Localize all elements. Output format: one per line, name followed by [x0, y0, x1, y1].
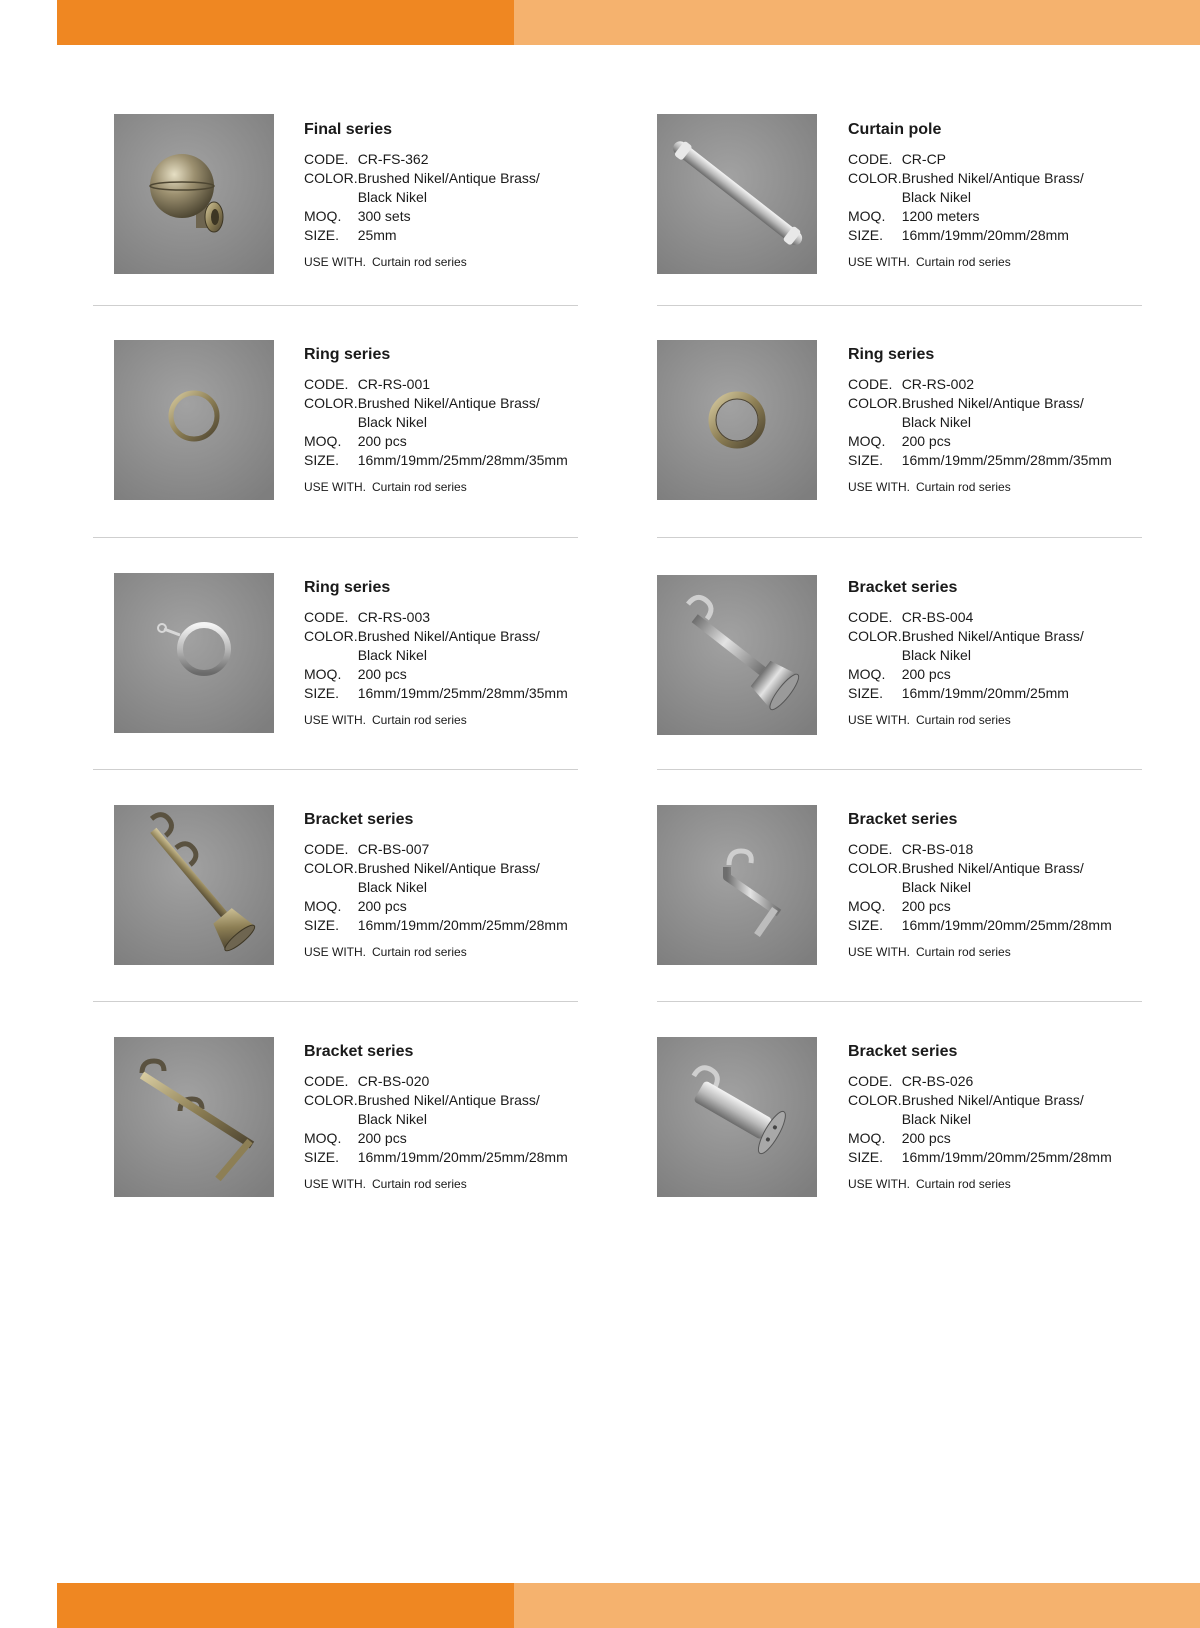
- code-label: CODE.: [304, 841, 349, 857]
- use-with-label: USE WITH.: [304, 713, 366, 727]
- header-band-dark: [57, 0, 514, 45]
- use-with-value: Curtain rod series: [372, 713, 467, 727]
- product-info: [848, 811, 1148, 959]
- moq-label: MOQ.: [304, 898, 342, 914]
- use-with-label: USE WITH.: [848, 480, 910, 494]
- product-spec-table: [304, 375, 568, 470]
- moq-label: MOQ.: [304, 666, 342, 682]
- ring-with-eyelet-photo: [114, 573, 274, 733]
- product-spec-table: [304, 608, 568, 703]
- use-with-value: Curtain rod series: [916, 255, 1011, 269]
- moq-label: MOQ.: [304, 208, 342, 224]
- color-value-line2: Black Nikel: [901, 414, 971, 430]
- footer-band: [57, 1583, 1200, 1628]
- color-value-line1: Brushed Nikel/Antique Brass/: [901, 628, 1084, 644]
- size-label: SIZE.: [304, 917, 340, 933]
- code-label: CODE.: [304, 609, 349, 625]
- code-value: CR-BS-026: [901, 1073, 974, 1089]
- product-info: [848, 346, 1148, 494]
- size-value: 16mm/19mm/25mm/28mm/35mm: [357, 452, 568, 468]
- product-info: [304, 811, 604, 959]
- bracket-short-photo: [657, 1037, 817, 1197]
- product-title: Bracket series: [304, 811, 414, 828]
- code-value: CR-RS-001: [357, 376, 431, 392]
- color-value-line2: Black Nikel: [901, 189, 971, 205]
- size-value: 16mm/19mm/20mm/25mm/28mm: [357, 1149, 568, 1165]
- product-info: [848, 121, 1148, 269]
- moq-value: 300 sets: [357, 208, 411, 224]
- size-value: 16mm/19mm/20mm/28mm: [901, 227, 1069, 243]
- moq-value: 200 pcs: [901, 666, 951, 682]
- code-label: CODE.: [304, 376, 349, 392]
- size-label: SIZE.: [848, 1149, 884, 1165]
- use-with-label: USE WITH.: [848, 255, 910, 269]
- moq-value: 200 pcs: [901, 1130, 951, 1146]
- use-with-line: [304, 255, 604, 269]
- size-value: 16mm/19mm/25mm/28mm/35mm: [357, 685, 568, 701]
- color-label: COLOR.: [304, 628, 358, 644]
- use-with-label: USE WITH.: [848, 713, 910, 727]
- bracket-l-photo: [657, 805, 817, 965]
- color-value-line2: Black Nikel: [357, 414, 427, 430]
- code-label: CODE.: [848, 151, 893, 167]
- product-title: Curtain pole: [848, 121, 942, 138]
- size-label: SIZE.: [304, 685, 340, 701]
- moq-value: 1200 meters: [901, 208, 980, 224]
- size-value: 16mm/19mm/20mm/25mm: [901, 685, 1069, 701]
- code-value: CR-RS-002: [901, 376, 975, 392]
- size-label: SIZE.: [304, 1149, 340, 1165]
- use-with-label: USE WITH.: [848, 1177, 910, 1191]
- product-spec-table: [848, 150, 1084, 245]
- color-value-line2: Black Nikel: [357, 1111, 427, 1127]
- product-spec-table: [848, 1072, 1112, 1167]
- row-divider: [657, 537, 1142, 538]
- color-label: COLOR.: [848, 170, 902, 186]
- use-with-line: [848, 945, 1148, 959]
- product-spec-table: [304, 1072, 568, 1167]
- use-with-value: Curtain rod series: [372, 255, 467, 269]
- size-label: SIZE.: [848, 917, 884, 933]
- product-info: [848, 1043, 1148, 1191]
- moq-label: MOQ.: [304, 1130, 342, 1146]
- color-label: COLOR.: [304, 170, 358, 186]
- code-label: CODE.: [848, 1073, 893, 1089]
- code-label: CODE.: [304, 1073, 349, 1089]
- product-title: Ring series: [304, 346, 391, 363]
- color-label: COLOR.: [304, 395, 358, 411]
- product-info: [304, 579, 604, 727]
- size-value: 16mm/19mm/20mm/25mm/28mm: [357, 917, 568, 933]
- color-value-line2: Black Nikel: [901, 879, 971, 895]
- use-with-line: [848, 255, 1148, 269]
- use-with-value: Curtain rod series: [916, 945, 1011, 959]
- color-label: COLOR.: [304, 860, 358, 876]
- color-value-line2: Black Nikel: [357, 189, 427, 205]
- moq-label: MOQ.: [848, 1130, 886, 1146]
- moq-value: 200 pcs: [901, 898, 951, 914]
- color-label: COLOR.: [848, 860, 902, 876]
- color-value-line1: Brushed Nikel/Antique Brass/: [901, 1092, 1084, 1108]
- color-label: COLOR.: [848, 628, 902, 644]
- product-info: [304, 1043, 604, 1191]
- use-with-line: [848, 1177, 1148, 1191]
- code-label: CODE.: [848, 841, 893, 857]
- size-value: 16mm/19mm/20mm/25mm/28mm: [901, 917, 1112, 933]
- size-label: SIZE.: [304, 227, 340, 243]
- use-with-label: USE WITH.: [304, 945, 366, 959]
- color-value-line1: Brushed Nikel/Antique Brass/: [357, 860, 540, 876]
- use-with-label: USE WITH.: [304, 1177, 366, 1191]
- color-value-line1: Brushed Nikel/Antique Brass/: [357, 170, 540, 186]
- code-value: CR-BS-004: [901, 609, 974, 625]
- use-with-label: USE WITH.: [848, 945, 910, 959]
- code-value: CR-CP: [901, 151, 947, 167]
- use-with-value: Curtain rod series: [372, 480, 467, 494]
- product-spec-table: [848, 840, 1112, 935]
- moq-value: 200 pcs: [357, 1130, 407, 1146]
- use-with-line: [304, 480, 604, 494]
- color-value-line2: Black Nikel: [357, 879, 427, 895]
- size-label: SIZE.: [304, 452, 340, 468]
- use-with-label: USE WITH.: [304, 480, 366, 494]
- footer-band-dark: [57, 1583, 514, 1628]
- color-value-line2: Black Nikel: [357, 647, 427, 663]
- code-label: CODE.: [848, 609, 893, 625]
- row-divider: [657, 305, 1142, 306]
- size-label: SIZE.: [848, 452, 884, 468]
- use-with-line: [848, 713, 1148, 727]
- product-title: Bracket series: [304, 1043, 414, 1060]
- product-info: [304, 346, 604, 494]
- row-divider: [657, 1001, 1142, 1002]
- size-value: 25mm: [357, 227, 397, 243]
- product-title: Ring series: [848, 346, 935, 363]
- ring-flat-brass-photo: [657, 340, 817, 500]
- curtain-pole-photo: [657, 114, 817, 274]
- color-label: COLOR.: [848, 395, 902, 411]
- row-divider: [93, 769, 578, 770]
- use-with-value: Curtain rod series: [372, 945, 467, 959]
- color-value-line2: Black Nikel: [901, 647, 971, 663]
- use-with-line: [304, 945, 604, 959]
- header-band: [57, 0, 1200, 45]
- size-label: SIZE.: [848, 685, 884, 701]
- product-spec-table: [304, 840, 568, 935]
- use-with-label: USE WITH.: [304, 255, 366, 269]
- footer-band-light: [514, 1583, 1200, 1628]
- use-with-value: Curtain rod series: [916, 713, 1011, 727]
- row-divider: [657, 769, 1142, 770]
- size-value: 16mm/19mm/25mm/28mm/35mm: [901, 452, 1112, 468]
- product-title: Bracket series: [848, 1043, 958, 1060]
- row-divider: [93, 305, 578, 306]
- color-value-line1: Brushed Nikel/Antique Brass/: [901, 170, 1084, 186]
- color-value-line1: Brushed Nikel/Antique Brass/: [901, 860, 1084, 876]
- moq-label: MOQ.: [304, 433, 342, 449]
- code-label: CODE.: [304, 151, 349, 167]
- product-spec-table: [848, 375, 1112, 470]
- code-value: CR-BS-007: [357, 841, 430, 857]
- moq-label: MOQ.: [848, 666, 886, 682]
- product-title: Final series: [304, 121, 393, 138]
- moq-value: 200 pcs: [901, 433, 951, 449]
- color-value-line1: Brushed Nikel/Antique Brass/: [357, 628, 540, 644]
- product-spec-table: [848, 608, 1084, 703]
- ring-thin-brass-photo: [114, 340, 274, 500]
- bracket-single-photo: [657, 575, 817, 735]
- size-label: SIZE.: [848, 227, 884, 243]
- color-value-line2: Black Nikel: [901, 1111, 971, 1127]
- finial-ball-photo: [114, 114, 274, 274]
- moq-label: MOQ.: [848, 898, 886, 914]
- use-with-value: Curtain rod series: [916, 1177, 1011, 1191]
- product-title: Bracket series: [848, 811, 958, 828]
- color-value-line1: Brushed Nikel/Antique Brass/: [357, 1092, 540, 1108]
- moq-label: MOQ.: [848, 433, 886, 449]
- code-label: CODE.: [848, 376, 893, 392]
- moq-value: 200 pcs: [357, 666, 407, 682]
- row-divider: [93, 537, 578, 538]
- use-with-value: Curtain rod series: [372, 1177, 467, 1191]
- product-info: [304, 121, 604, 269]
- moq-value: 200 pcs: [357, 433, 407, 449]
- use-with-line: [304, 713, 604, 727]
- bracket-double-l-photo: [114, 1037, 274, 1197]
- product-spec-table: [304, 150, 540, 245]
- color-value-line1: Brushed Nikel/Antique Brass/: [901, 395, 1084, 411]
- code-value: CR-RS-003: [357, 609, 431, 625]
- moq-value: 200 pcs: [357, 898, 407, 914]
- code-value: CR-FS-362: [357, 151, 429, 167]
- header-band-light: [514, 0, 1200, 45]
- code-value: CR-BS-018: [901, 841, 974, 857]
- use-with-line: [848, 480, 1148, 494]
- use-with-value: Curtain rod series: [916, 480, 1011, 494]
- product-title: Bracket series: [848, 579, 958, 596]
- moq-label: MOQ.: [848, 208, 886, 224]
- product-title: Ring series: [304, 579, 391, 596]
- color-label: COLOR.: [848, 1092, 902, 1108]
- product-info: [848, 579, 1148, 727]
- color-label: COLOR.: [304, 1092, 358, 1108]
- size-value: 16mm/19mm/20mm/25mm/28mm: [901, 1149, 1112, 1165]
- use-with-line: [304, 1177, 604, 1191]
- bracket-double-photo: [114, 805, 274, 965]
- color-value-line1: Brushed Nikel/Antique Brass/: [357, 395, 540, 411]
- row-divider: [93, 1001, 578, 1002]
- code-value: CR-BS-020: [357, 1073, 430, 1089]
